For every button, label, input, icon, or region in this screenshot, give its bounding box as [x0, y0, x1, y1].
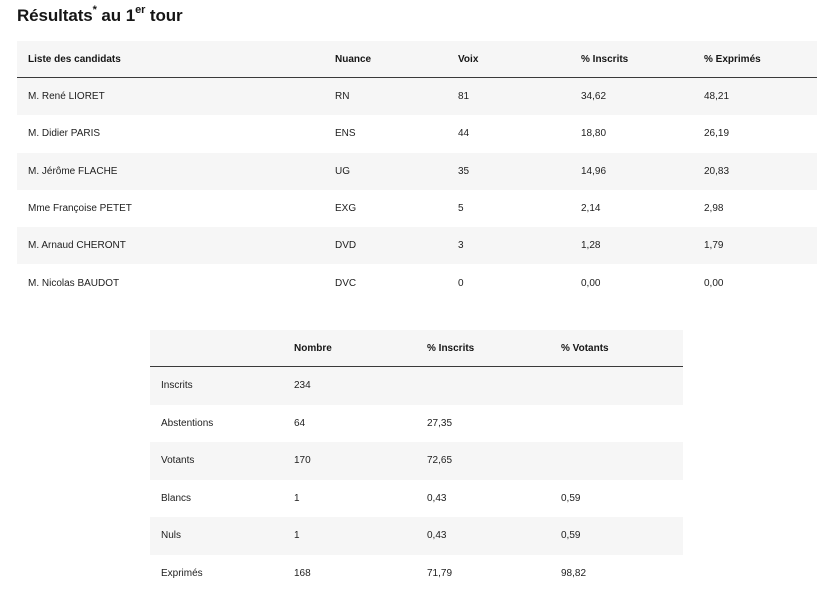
totals-label: Inscrits [161, 380, 193, 392]
totals-pct-votants [550, 405, 683, 443]
title-suffix: tour [145, 6, 183, 25]
candidate-voix: 3 [458, 240, 464, 252]
totals-pct-inscrits: 71,79 [427, 567, 453, 579]
candidate-pct-exprimes: 48,21 [704, 91, 730, 103]
header-pct-exprimes: % Exprimés [693, 41, 817, 78]
header-voix: Voix [447, 41, 570, 78]
header-nombre: Nombre [283, 330, 416, 367]
totals-table [150, 330, 683, 592]
candidate-pct-exprimes: 2,98 [704, 203, 724, 215]
totals-pct-inscrits: 0,43 [427, 530, 447, 542]
candidate-pct-inscrits: 2,14 [581, 203, 601, 215]
candidate-voix: 0 [458, 277, 464, 289]
table-row [150, 367, 683, 405]
candidate-name: M. Nicolas BAUDOT [28, 277, 120, 289]
table-row [150, 405, 683, 443]
title-asterisk: * [92, 4, 97, 17]
table-row [150, 480, 683, 518]
title-ordinal: er [135, 4, 146, 17]
header-pct-inscrits: % Inscrits [570, 41, 693, 78]
totals-label: Exprimés [161, 567, 203, 579]
totals-nombre: 1 [294, 492, 300, 504]
totals-nombre: 234 [294, 380, 311, 392]
totals-pct-inscrits: 0,43 [427, 492, 447, 504]
candidate-pct-inscrits: 14,96 [581, 165, 607, 177]
totals-nombre: 168 [294, 567, 311, 579]
table-row [17, 190, 817, 227]
candidate-pct-inscrits: 34,62 [581, 91, 607, 103]
table-row [17, 153, 817, 190]
table-row [17, 78, 817, 116]
totals-nombre: 170 [294, 455, 311, 467]
candidate-name: M. René LIORET [28, 91, 105, 103]
candidate-pct-exprimes: 26,19 [704, 128, 730, 140]
totals-label: Nuls [161, 530, 182, 542]
candidate-voix: 81 [458, 91, 470, 103]
candidate-name: M. Arnaud CHERONT [28, 240, 126, 252]
candidate-name: M. Jérôme FLACHE [28, 165, 118, 177]
candidate-pct-exprimes: 0,00 [704, 277, 724, 289]
candidate-nuance: RN [335, 91, 350, 103]
header-nuance: Nuance [324, 41, 447, 78]
candidate-nuance: UG [335, 165, 350, 177]
table-row [150, 555, 683, 593]
table-row [17, 115, 817, 152]
totals-label: Abstentions [161, 417, 214, 429]
totals-pct-votants [550, 442, 683, 480]
candidate-pct-inscrits: 0,00 [581, 277, 601, 289]
totals-pct-votants: 0,59 [561, 492, 581, 504]
candidate-nuance: EXG [335, 203, 357, 215]
candidate-pct-exprimes: 1,79 [704, 240, 724, 252]
candidate-voix: 44 [458, 128, 470, 140]
totals-header-row [150, 330, 683, 367]
totals-pct-inscrits [416, 367, 550, 405]
totals-pct-inscrits: 27,35 [427, 417, 453, 429]
totals-label: Blancs [161, 492, 192, 504]
totals-pct-votants: 0,59 [561, 530, 581, 542]
candidates-header-row [17, 41, 817, 78]
candidate-pct-inscrits: 1,28 [581, 240, 601, 252]
totals-label: Votants [161, 455, 195, 467]
totals-pct-votants [550, 367, 683, 405]
title-text: Résultats [17, 6, 93, 25]
candidate-pct-inscrits: 18,80 [581, 128, 607, 140]
candidate-pct-exprimes: 20,83 [704, 165, 730, 177]
candidate-nuance: DVC [335, 277, 357, 289]
table-row [17, 227, 817, 264]
page-title [17, 6, 183, 26]
totals-nombre: 1 [294, 530, 300, 542]
candidate-name: M. Didier PARIS [28, 128, 101, 140]
header-candidate-list: Liste des candidats [17, 41, 324, 78]
candidate-name: Mme Françoise PETET [28, 203, 132, 215]
candidate-nuance: DVD [335, 240, 357, 252]
title-middle: au 1 [96, 6, 136, 25]
header-pct-inscrits: % Inscrits [416, 330, 550, 367]
table-row [150, 442, 683, 480]
table-row [150, 517, 683, 555]
header-pct-votants: % Votants [550, 330, 683, 367]
totals-pct-votants: 98,82 [561, 567, 587, 579]
candidate-voix: 5 [458, 203, 464, 215]
table-row [17, 264, 817, 301]
candidates-table [17, 41, 817, 302]
candidate-nuance: ENS [335, 128, 356, 140]
totals-pct-inscrits: 72,65 [427, 455, 453, 467]
candidate-voix: 35 [458, 165, 470, 177]
totals-nombre: 64 [294, 417, 306, 429]
header-category [150, 330, 283, 367]
